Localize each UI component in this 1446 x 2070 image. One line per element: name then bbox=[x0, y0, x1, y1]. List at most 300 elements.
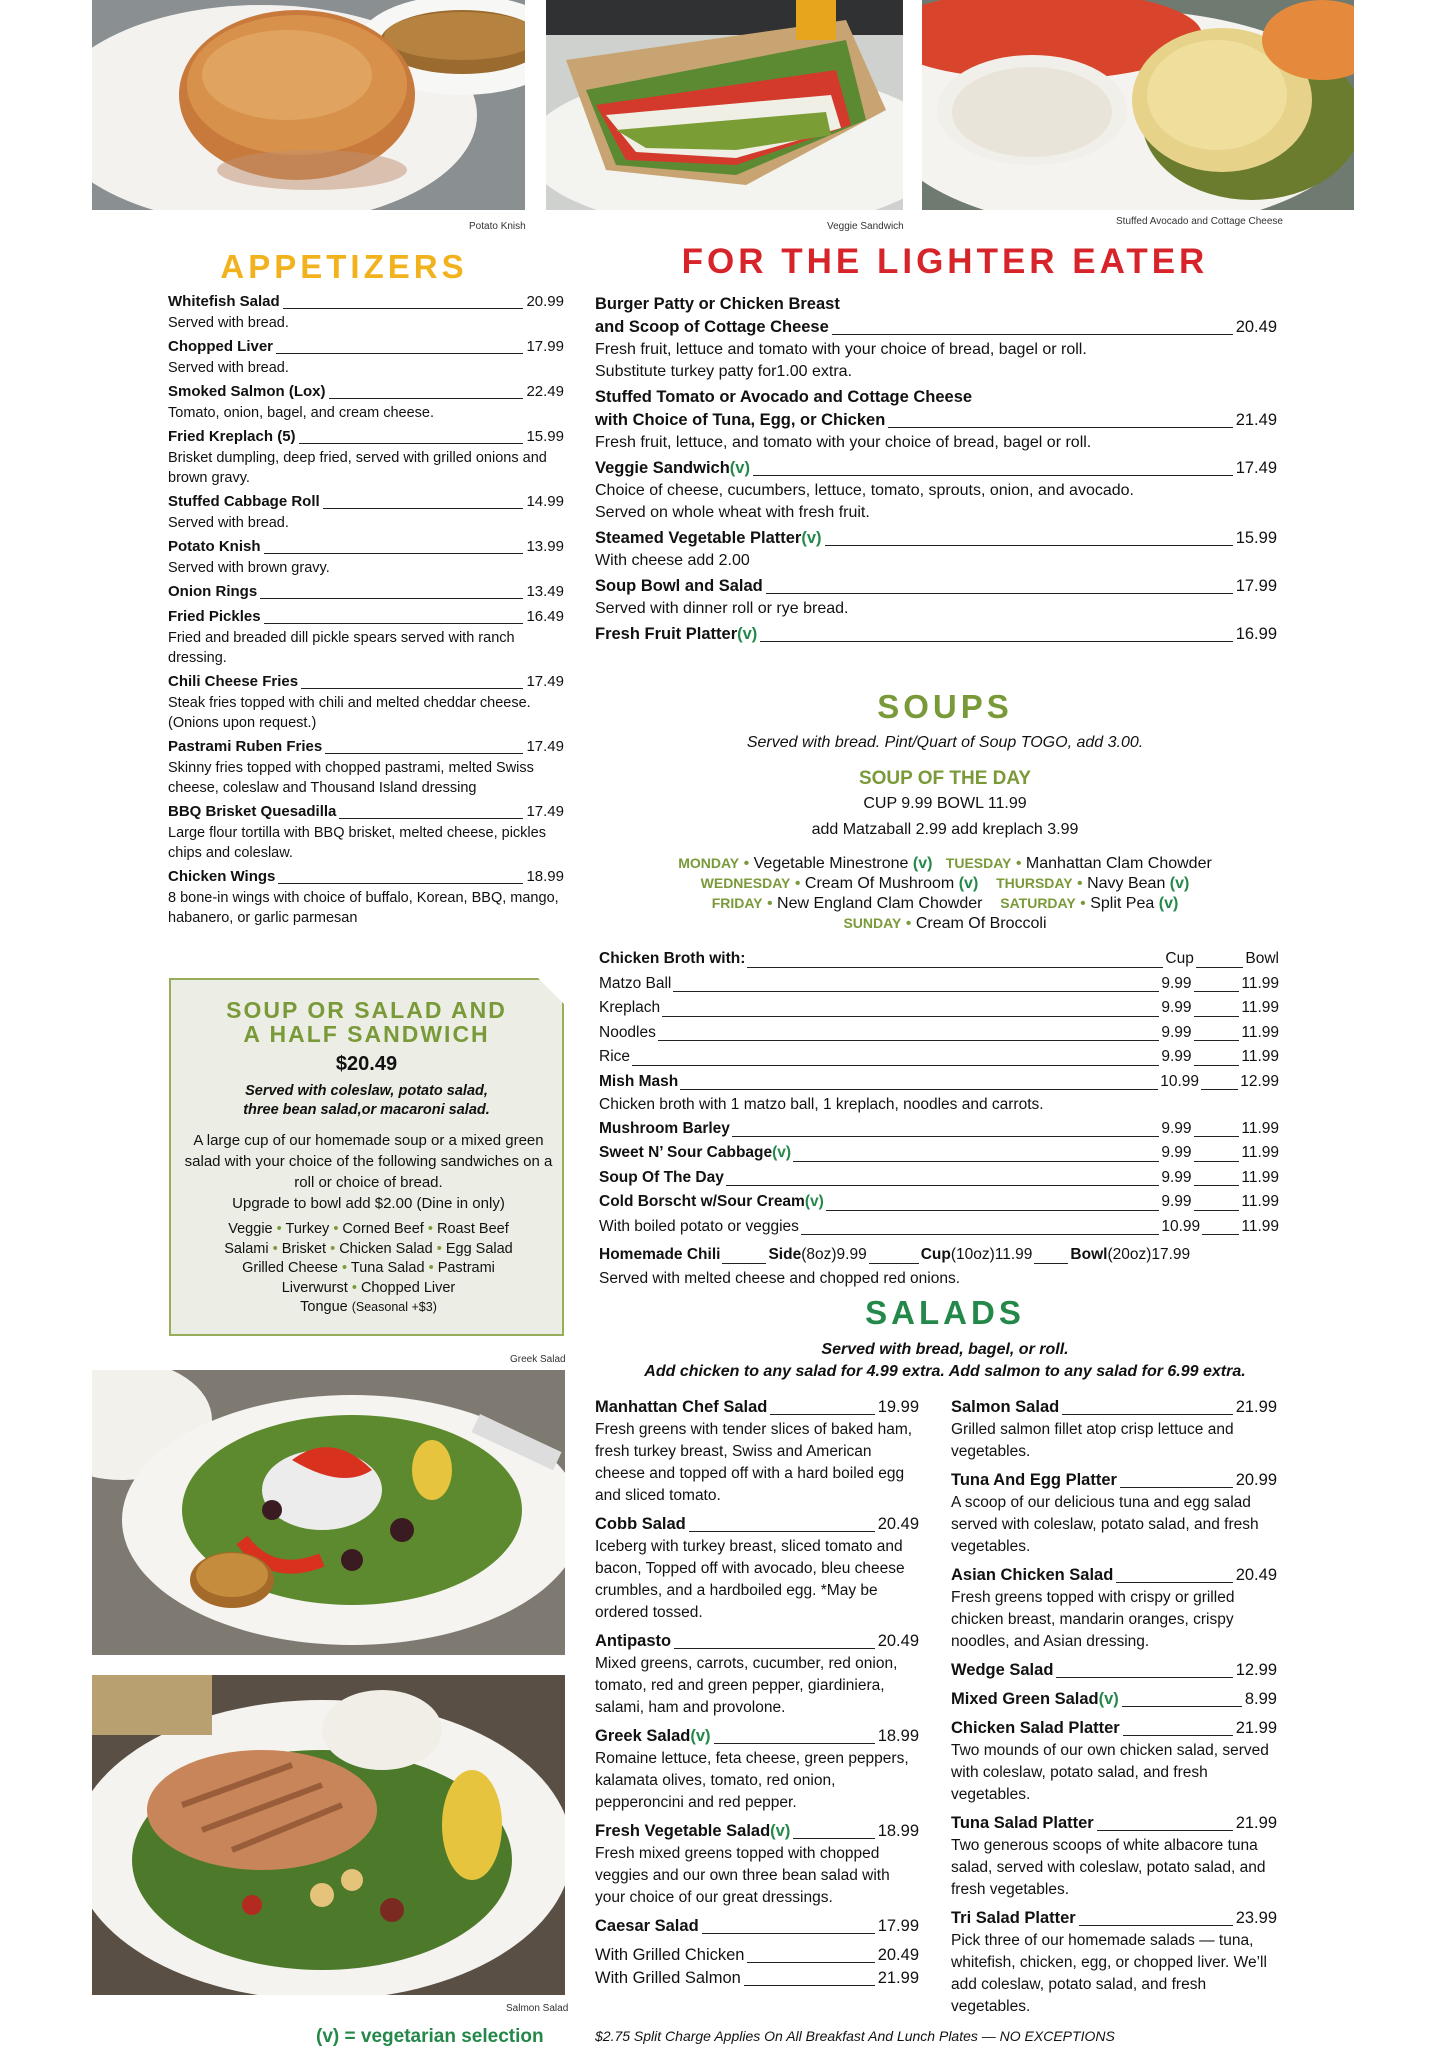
soup-of-the-day-addons: add Matzaball 2.99 add kreplach 3.99 bbox=[811, 821, 1079, 838]
chili-bowl-price: 17.99 bbox=[1151, 1246, 1191, 1263]
menu-item-row bbox=[168, 490, 564, 513]
menu-item-description: Iceberg with turkey breast, sliced tomato and bacon, Topped off with avocado, bleu cheese crumbles, and a hardboiled egg. *May be ordered tossed. bbox=[595, 1538, 905, 1621]
menu-item bbox=[951, 1659, 1277, 1682]
soup-name: Mushroom Barley bbox=[599, 1119, 730, 1137]
menu-item bbox=[951, 1564, 1277, 1653]
menu-item-name: Chili Cheese Fries bbox=[168, 673, 299, 690]
menu-item bbox=[951, 1907, 1277, 2018]
greek-salad-photo bbox=[92, 1370, 565, 1655]
menu-item-description: Served with bread. bbox=[168, 315, 289, 331]
menu-item-description: Fresh greens topped with crispy or grilled chicken breast, mandarin oranges, crispy noodles, and Asian dressing. bbox=[951, 1589, 1235, 1650]
leader-line bbox=[753, 475, 1233, 476]
menu-item-price: 20.49 bbox=[1235, 1566, 1277, 1584]
cup-price-cell bbox=[1161, 1166, 1241, 1191]
salmon-salad-photo bbox=[92, 1675, 565, 1995]
menu-item-price: 17.49 bbox=[526, 738, 564, 755]
sandwich-line bbox=[179, 1259, 558, 1279]
veg-mark: (v) bbox=[316, 2026, 340, 2047]
leader-line bbox=[1201, 1089, 1238, 1090]
leader-line bbox=[673, 991, 1159, 992]
leader-line bbox=[276, 353, 523, 354]
bullet: • bbox=[330, 1240, 336, 1257]
cup-price-cell bbox=[1161, 1141, 1241, 1166]
bowl-price: 11.99 bbox=[1241, 1119, 1279, 1137]
bowl-price: 11.99 bbox=[1241, 1048, 1279, 1065]
menu-item-description: Steak fries topped with chili and melted cheddar cheese. (Onions upon request.) bbox=[168, 695, 531, 731]
leader-line bbox=[1194, 1185, 1240, 1186]
menu-item-price: 12.99 bbox=[1235, 1661, 1277, 1679]
menu-item-price: 18.99 bbox=[526, 868, 564, 885]
menu-item-price: 21.99 bbox=[1235, 1398, 1277, 1416]
menu-item-description: Brisket dumpling, deep fried, served with grilled onions and brown gravy. bbox=[168, 450, 547, 486]
daily-soups-line-1 bbox=[595, 855, 1295, 873]
caesar-option-name: With Grilled Chicken bbox=[595, 1946, 745, 1964]
menu-item-name: Greek Salad bbox=[595, 1727, 691, 1745]
menu-item-name: Fresh Fruit Platter bbox=[595, 625, 738, 643]
bullet: • bbox=[905, 915, 912, 932]
menu-item bbox=[168, 380, 564, 423]
veg-mark: (v) bbox=[1098, 1690, 1119, 1708]
leader-line bbox=[1116, 1582, 1232, 1583]
bullet: • bbox=[428, 1260, 434, 1276]
menu-item bbox=[168, 290, 564, 333]
leader-line bbox=[869, 1263, 919, 1264]
leader-line bbox=[1194, 1040, 1240, 1041]
menu-item-price: 16.99 bbox=[1235, 625, 1277, 643]
veg-mark: (v) bbox=[772, 1144, 792, 1161]
menu-item bbox=[595, 1820, 919, 1909]
menu-item-row bbox=[595, 316, 1277, 339]
caption-salmon-salad: Salmon Salad bbox=[506, 2003, 569, 2014]
leader-line bbox=[747, 967, 1163, 968]
bullet: • bbox=[272, 1240, 278, 1257]
menu-item-name: Stuffed Tomato or Avocado and Cottage Cheese bbox=[595, 388, 973, 406]
leader-line bbox=[323, 508, 524, 509]
menu-item bbox=[595, 386, 1277, 454]
leader-line bbox=[888, 427, 1232, 428]
leader-line bbox=[1034, 1263, 1068, 1264]
menu-item-description: Fresh fruit, lettuce, and tomato with your choice of bread, bagel or roll. bbox=[595, 434, 1092, 451]
cup-price-cell bbox=[1161, 1117, 1241, 1142]
leader-line bbox=[1120, 1487, 1233, 1488]
menu-item-row bbox=[951, 1688, 1277, 1711]
menu-item bbox=[595, 527, 1277, 572]
menu-item-row bbox=[595, 1630, 919, 1653]
soup-thursday: Navy Bean bbox=[1087, 875, 1166, 892]
left-margin bbox=[0, 0, 92, 2070]
combo-sides-line-1: Served with coleslaw, potato salad, bbox=[245, 1083, 488, 1099]
soup-name: Sweet N’ Sour Cabbage bbox=[599, 1144, 773, 1161]
menu-item-row bbox=[595, 457, 1277, 480]
leader-line bbox=[1056, 1677, 1232, 1678]
leader-line bbox=[747, 1962, 874, 1963]
salads-left-column bbox=[595, 1396, 919, 1990]
veg-mark: (v) bbox=[770, 1822, 791, 1840]
bowl-price: 12.99 bbox=[1240, 1072, 1279, 1090]
leader-line bbox=[1194, 1136, 1240, 1137]
soups-heading: SOUPS bbox=[877, 688, 1013, 725]
soup-price-row bbox=[599, 1070, 1279, 1095]
leader-line bbox=[793, 1161, 1159, 1162]
cup-price-cell bbox=[1161, 1045, 1241, 1070]
sandwich-option: Corned Beef bbox=[342, 1221, 424, 1237]
menu-item-row bbox=[168, 335, 564, 358]
leader-line bbox=[1194, 1016, 1240, 1017]
menu-item-name: Steamed Vegetable Platter bbox=[595, 529, 802, 547]
sandwich-option: Turkey bbox=[285, 1221, 330, 1237]
soup-name: Cold Borscht w/Sour Cream bbox=[599, 1193, 805, 1210]
menu-item bbox=[951, 1469, 1277, 1558]
daily-soups-line-2 bbox=[595, 875, 1295, 893]
menu-item bbox=[595, 1725, 919, 1814]
menu-item-price: 21.99 bbox=[1235, 1719, 1277, 1737]
menu-item-row bbox=[168, 800, 564, 823]
sandwich-option: Tuna Salad bbox=[350, 1260, 425, 1276]
menu-item-price: 17.49 bbox=[526, 803, 564, 820]
bowl-price: 11.99 bbox=[1241, 974, 1279, 992]
soup-name: Matzo Ball bbox=[599, 974, 672, 992]
menu-item bbox=[168, 580, 564, 603]
leader-line bbox=[766, 593, 1233, 594]
soup-price-row bbox=[599, 1045, 1279, 1070]
caesar-option-price: 20.49 bbox=[877, 1946, 919, 1964]
menu-item-description: Mixed greens, carrots, cucumber, red onion, tomato, red and green pepper, giardiniera, salami, ham and provolone. bbox=[595, 1655, 898, 1716]
menu-item-description: Fresh mixed greens topped with chopped veggies and our own three bean salad with your choice of our great dressings. bbox=[595, 1845, 890, 1906]
menu-item bbox=[168, 800, 564, 863]
leader-line bbox=[1123, 1735, 1233, 1736]
menu-item bbox=[595, 1630, 919, 1719]
veg-mark: (v) bbox=[801, 529, 822, 547]
leader-line bbox=[832, 334, 1233, 335]
leader-line bbox=[1202, 1234, 1239, 1235]
cup-price-cell bbox=[1161, 1190, 1241, 1215]
day-monday: MONDAY bbox=[678, 855, 740, 871]
sandwich-option: Grilled Cheese bbox=[242, 1260, 339, 1276]
cup-price-cell bbox=[1161, 1021, 1241, 1046]
menu-item-name: Chopped Liver bbox=[168, 338, 274, 355]
potato-knish-photo bbox=[92, 0, 525, 210]
combo-sandwich-list bbox=[179, 1220, 558, 1318]
menu-item-row bbox=[168, 290, 564, 313]
menu-item-row bbox=[951, 1659, 1277, 1682]
leader-line bbox=[325, 753, 523, 754]
leader-line bbox=[825, 545, 1233, 546]
bullet: • bbox=[1077, 875, 1083, 892]
menu-item-price: 20.99 bbox=[1235, 1471, 1277, 1489]
menu-item-price: 21.49 bbox=[1235, 411, 1277, 429]
cup-price: 9.99 bbox=[1161, 1144, 1192, 1161]
combo-sides-line-2: three bean salad,or macaroni salad. bbox=[243, 1102, 490, 1118]
menu-item-description: Large flour tortilla with BBQ brisket, melted cheese, pickles chips and coleslaw. bbox=[168, 825, 546, 861]
menu-item-name: Manhattan Chef Salad bbox=[595, 1398, 768, 1416]
menu-item bbox=[168, 865, 564, 928]
bullet: • bbox=[766, 895, 773, 912]
bowl-price: 11.99 bbox=[1241, 1023, 1279, 1041]
sandwich-option: Chopped Liver bbox=[360, 1279, 456, 1296]
menu-item bbox=[168, 670, 564, 733]
leader-line bbox=[1122, 1706, 1242, 1707]
menu-item-name: Salmon Salad bbox=[951, 1398, 1060, 1416]
menu-item-price: 18.99 bbox=[877, 1822, 919, 1840]
sandwich-line bbox=[179, 1298, 558, 1318]
menu-item-description: Skinny fries topped with chopped pastrami, melted Swiss cheese, coleslaw and Thousand Island dressing bbox=[168, 760, 534, 796]
menu-item-name: Wedge Salad bbox=[951, 1661, 1054, 1679]
leader-line bbox=[680, 1089, 1158, 1090]
leader-line bbox=[826, 1210, 1160, 1211]
bullet: • bbox=[342, 1260, 348, 1276]
soup-of-the-day-heading: SOUP OF THE DAY bbox=[858, 768, 1032, 789]
menu-item-description: Fresh greens with tender slices of baked ham, fresh turkey breast, Swiss and American cheese and topped off with a hard boiled egg and sliced tomato. bbox=[595, 1421, 913, 1504]
leader-line bbox=[1194, 1210, 1240, 1211]
menu-item-row bbox=[595, 1513, 919, 1536]
menu-item-description: Fresh fruit, lettuce and tomato with your choice of bread, bagel or roll. bbox=[595, 341, 1087, 358]
cup-price-cell bbox=[1161, 972, 1241, 997]
leader-line bbox=[1079, 1925, 1233, 1926]
menu-item-row bbox=[595, 575, 1277, 598]
leader-line bbox=[264, 553, 524, 554]
stuffed-avocado-photo bbox=[922, 0, 1354, 210]
menu-item-price: 16.49 bbox=[526, 608, 564, 625]
menu-item-name: Fresh Vegetable Salad bbox=[595, 1822, 771, 1840]
caption-veggie-sandwich: Veggie Sandwich bbox=[827, 221, 904, 232]
leader-line bbox=[301, 688, 523, 689]
veg-mark: (v) bbox=[729, 459, 750, 477]
bowl-header: Bowl bbox=[1245, 950, 1279, 967]
bullet: • bbox=[1080, 895, 1086, 912]
soup-name: Soup Of The Day bbox=[599, 1168, 724, 1186]
leader-line bbox=[674, 1648, 875, 1649]
combo-description bbox=[181, 1130, 556, 1214]
menu-item-name: Onion Rings bbox=[168, 583, 258, 600]
combo-sides bbox=[171, 1082, 562, 1120]
menu-item-name: with Choice of Tuna, Egg, or Chicken bbox=[595, 411, 886, 429]
cup-header: Cup bbox=[1165, 950, 1194, 967]
leader-line bbox=[1062, 1414, 1233, 1415]
menu-item-name: Caesar Salad bbox=[595, 1917, 699, 1935]
menu-item-row bbox=[951, 1812, 1277, 1835]
menu-item-row bbox=[595, 1396, 919, 1419]
menu-item bbox=[595, 457, 1277, 524]
veg-legend-text: = vegetarian selection bbox=[339, 2026, 544, 2047]
veg-mark: (v) bbox=[1169, 875, 1190, 892]
menu-item-price: 18.99 bbox=[877, 1727, 919, 1745]
menu-item-row bbox=[168, 670, 564, 693]
leader-line bbox=[689, 1531, 875, 1532]
cup-price: 9.99 bbox=[1161, 1023, 1192, 1041]
leader-line bbox=[1194, 1065, 1240, 1066]
day-tuesday: TUESDAY bbox=[945, 855, 1012, 871]
leader-line bbox=[278, 883, 523, 884]
menu-item-name-line bbox=[595, 386, 1277, 409]
menu-item-price: 8.99 bbox=[1244, 1690, 1277, 1708]
menu-item bbox=[595, 1396, 919, 1507]
leader-line bbox=[1194, 991, 1240, 992]
day-friday: FRIDAY bbox=[711, 895, 763, 911]
soup-price-row bbox=[599, 1141, 1279, 1166]
menu-item-description: Served with bread. bbox=[168, 360, 289, 376]
menu-item bbox=[168, 735, 564, 798]
veg-mark: (v) bbox=[737, 625, 758, 643]
leader-line bbox=[632, 1065, 1159, 1066]
combo-description-text: A large cup of our homemade soup or a mixed green salad with your choice of the following sandwiches on a roll or choice of bread. bbox=[184, 1132, 553, 1191]
menu-item-price: 17.99 bbox=[877, 1917, 919, 1935]
menu-item-price: 15.99 bbox=[526, 428, 564, 445]
menu-item-name: Tuna Salad Platter bbox=[951, 1814, 1094, 1832]
menu-item bbox=[595, 1915, 919, 1938]
soup-name: Noodles bbox=[599, 1023, 656, 1041]
menu-item-name: Chicken Wings bbox=[168, 868, 276, 885]
caption-greek-salad: Greek Salad bbox=[510, 1354, 566, 1365]
cup-price-cell bbox=[1161, 996, 1241, 1021]
menu-item-description: Served with brown gravy. bbox=[168, 560, 330, 576]
veggie-sandwich-photo bbox=[546, 0, 903, 210]
leader-line bbox=[726, 1185, 1159, 1186]
caption-stuffed-avocado: Stuffed Avocado and Cottage Cheese bbox=[1116, 216, 1283, 227]
menu-item bbox=[168, 335, 564, 378]
menu-item-description: 8 bone-in wings with choice of buffalo, Korean, BBQ, mango, habanero, or garlic parmesan bbox=[168, 890, 559, 926]
menu-item-name: Pastrami Ruben Fries bbox=[168, 738, 323, 755]
menu-item-row bbox=[595, 1915, 919, 1938]
cup-price: 9.99 bbox=[1161, 999, 1192, 1016]
sandwich-option: Tongue bbox=[300, 1299, 348, 1315]
menu-item-price: 22.49 bbox=[526, 383, 564, 400]
menu-item-row bbox=[951, 1469, 1277, 1492]
bowl-price: 11.99 bbox=[1241, 999, 1279, 1016]
caesar-option-name: With Grilled Salmon bbox=[595, 1969, 741, 1987]
menu-item bbox=[951, 1396, 1277, 1463]
menu-item-row bbox=[168, 580, 564, 603]
bullet: • bbox=[436, 1240, 442, 1257]
sandwich-line bbox=[179, 1220, 558, 1240]
leader-line bbox=[283, 308, 524, 309]
seasonal-note: (Seasonal +$3) bbox=[351, 1300, 437, 1314]
soup-saturday: Split Pea bbox=[1090, 895, 1155, 912]
sandwich-option: Roast Beef bbox=[436, 1221, 509, 1237]
soup-table-header bbox=[599, 947, 1279, 972]
combo-title bbox=[171, 998, 562, 1046]
salads-subtitle-2: Add chicken to any salad for 4.99 extra. Add salmon to any salad for 6.99 extra. bbox=[644, 1363, 1246, 1380]
leader-line bbox=[732, 1136, 1159, 1137]
leader-line bbox=[702, 1933, 875, 1934]
soup-price-row bbox=[599, 1190, 1279, 1215]
bullet: • bbox=[276, 1221, 282, 1237]
leader-line bbox=[714, 1743, 875, 1744]
chili-side-price: 9.99 bbox=[836, 1246, 867, 1263]
cup-price: 10.99 bbox=[1160, 1072, 1199, 1090]
menu-item bbox=[168, 425, 564, 488]
veg-mark: (v) bbox=[912, 855, 933, 872]
menu-item bbox=[951, 1812, 1277, 1901]
menu-item-price: 17.49 bbox=[1235, 459, 1277, 477]
combo-title-line-2: A HALF SANDWICH bbox=[243, 1021, 490, 1047]
menu-item-name: Stuffed Cabbage Roll bbox=[168, 493, 320, 510]
menu-item-row bbox=[595, 1820, 919, 1843]
veg-mark: (v) bbox=[804, 1193, 824, 1210]
soup-tuesday: Manhattan Clam Chowder bbox=[1025, 855, 1212, 872]
leader-line bbox=[722, 1263, 766, 1264]
soup-price-row bbox=[599, 1215, 1279, 1240]
menu-item-price: 20.99 bbox=[526, 293, 564, 310]
cup-price: 9.99 bbox=[1161, 1048, 1192, 1065]
cup-price: 10.99 bbox=[1161, 1217, 1201, 1235]
menu-item-row bbox=[951, 1396, 1277, 1419]
menu-item-name: Fried Kreplach (5) bbox=[168, 428, 296, 445]
menu-item-description: Served on whole wheat with fresh fruit. bbox=[595, 504, 870, 521]
cup-price-cell bbox=[1161, 1215, 1241, 1240]
soup-name: With boiled potato or veggies bbox=[599, 1217, 799, 1235]
menu-item-name: Potato Knish bbox=[168, 538, 261, 555]
chili-side-size: (8oz) bbox=[801, 1246, 837, 1263]
menu-item-price: 17.49 bbox=[526, 673, 564, 690]
chili-bowl-label: Bowl bbox=[1070, 1246, 1108, 1263]
menu-item-description: Fried and breaded dill pickle spears served with ranch dressing. bbox=[168, 630, 515, 666]
menu-item-description: Tomato, onion, bagel, and cream cheese. bbox=[168, 405, 434, 421]
cup-price: 9.99 bbox=[1161, 1193, 1192, 1210]
chili-cup-label: Cup bbox=[920, 1246, 951, 1263]
menu-item bbox=[951, 1688, 1277, 1711]
soup-price-row bbox=[599, 972, 1279, 997]
salads-heading: SALADS bbox=[865, 1294, 1025, 1331]
menu-item-row bbox=[951, 1564, 1277, 1587]
leader-line bbox=[1194, 1161, 1240, 1162]
soup-friday: New England Clam Chowder bbox=[777, 895, 983, 912]
menu-item bbox=[168, 605, 564, 668]
menu-item-price: 13.49 bbox=[526, 583, 564, 600]
leader-line bbox=[264, 623, 524, 624]
broth-header-label: Chicken Broth with: bbox=[599, 950, 746, 967]
soup-price-row bbox=[599, 996, 1279, 1021]
menu-item-name: Tri Salad Platter bbox=[951, 1909, 1076, 1927]
sandwich-line bbox=[179, 1240, 558, 1260]
menu-item-name: Asian Chicken Salad bbox=[951, 1566, 1114, 1584]
day-saturday: SATURDAY bbox=[1000, 895, 1076, 911]
menu-item-description: Served with dinner roll or rye bread. bbox=[595, 600, 849, 617]
salads-subtitle-1: Served with bread, bagel, or roll. bbox=[821, 1341, 1069, 1358]
lighter-eater-list bbox=[595, 293, 1277, 649]
leader-line bbox=[744, 1985, 875, 1986]
chili-name: Homemade Chili bbox=[599, 1246, 721, 1263]
combo-price: $20.49 bbox=[335, 1053, 398, 1075]
vegetarian-legend bbox=[316, 2026, 544, 2048]
menu-item-row bbox=[168, 380, 564, 403]
lighter-eater-heading: FOR THE LIGHTER EATER bbox=[681, 242, 1209, 281]
day-thursday: THURSDAY bbox=[996, 875, 1073, 891]
bullet: • bbox=[743, 855, 750, 872]
sandwich-option: Chicken Salad bbox=[339, 1240, 433, 1257]
sandwich-option: Veggie bbox=[228, 1221, 273, 1237]
menu-item bbox=[595, 293, 1277, 383]
menu-item bbox=[168, 535, 564, 578]
bullet: • bbox=[427, 1221, 433, 1237]
menu-item-name: BBQ Brisket Quesadilla bbox=[168, 803, 337, 820]
caesar-option-price: 21.99 bbox=[877, 1969, 919, 1987]
sandwich-option: Brisket bbox=[281, 1240, 327, 1257]
leader-line bbox=[1097, 1830, 1233, 1831]
menu-item-row bbox=[168, 865, 564, 888]
leader-line bbox=[662, 1016, 1159, 1017]
daily-soups-line-4 bbox=[595, 915, 1295, 933]
soup-sunday: Cream Of Broccoli bbox=[915, 915, 1047, 932]
menu-item-price: 17.99 bbox=[1235, 577, 1277, 595]
menu-item-name: Veggie Sandwich bbox=[595, 459, 730, 477]
chili-description: Served with melted cheese and chopped red onions. bbox=[599, 1269, 961, 1287]
menu-item-name: Antipasto bbox=[595, 1632, 672, 1650]
menu-item-description: Served with bread. bbox=[168, 515, 289, 531]
right-margin bbox=[1354, 0, 1446, 2070]
menu-item-row bbox=[168, 425, 564, 448]
soup-price-table bbox=[599, 947, 1279, 1290]
soup-name: Kreplach bbox=[599, 999, 661, 1016]
